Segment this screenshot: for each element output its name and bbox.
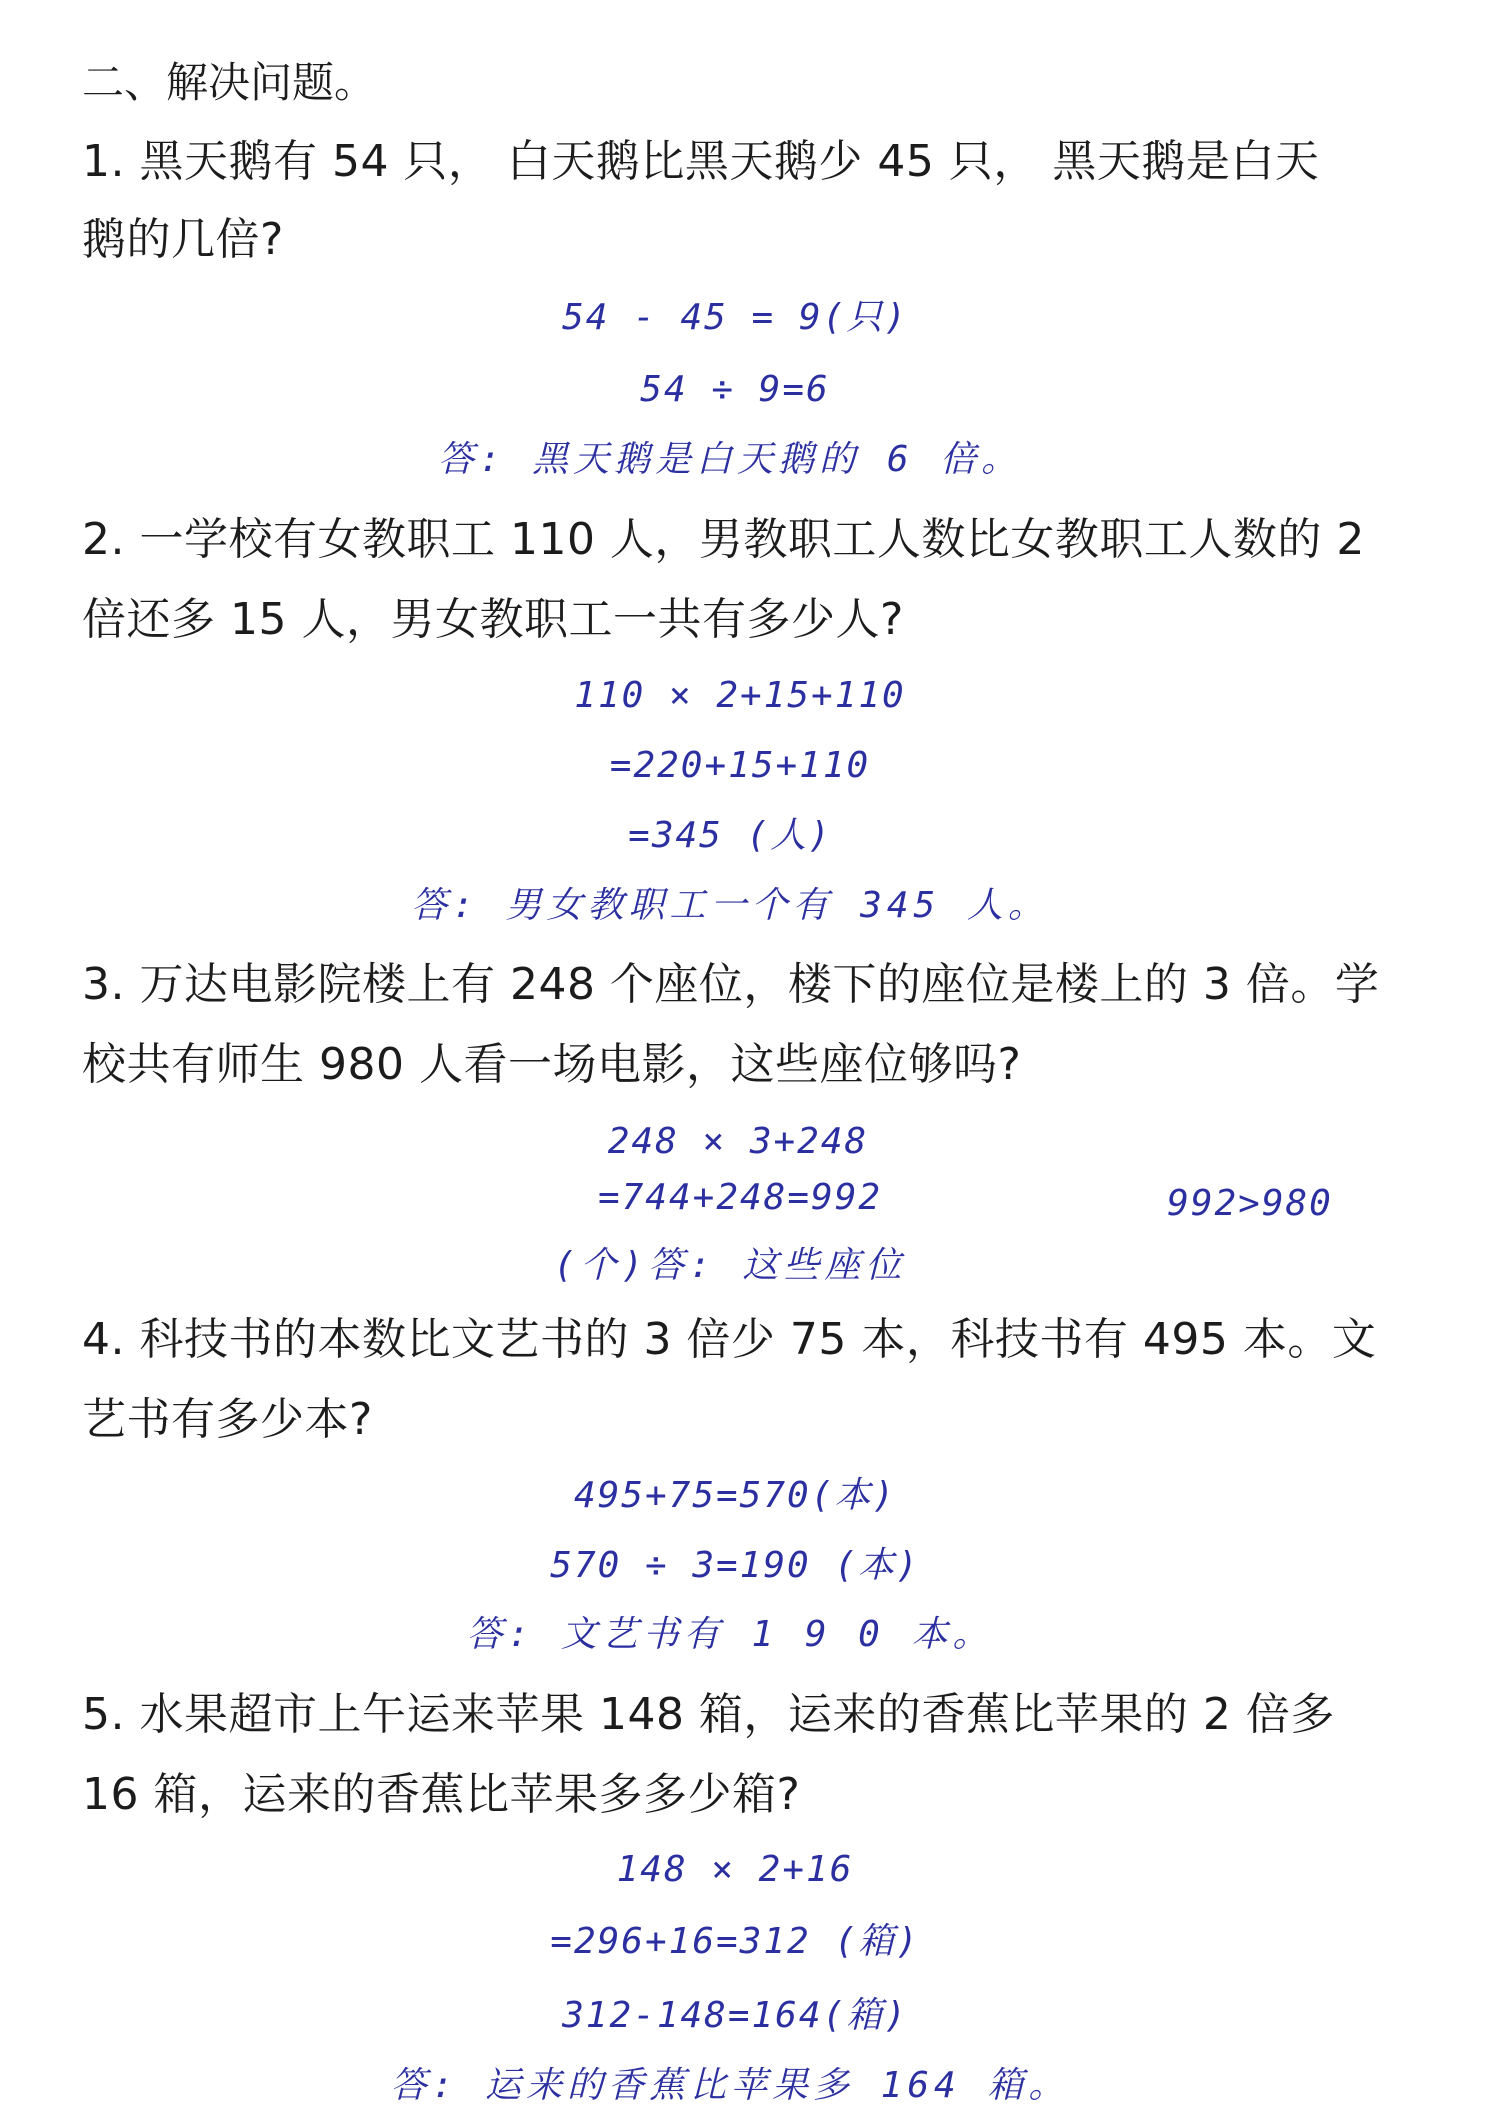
problem-4-work-line-1: 495+75=570(本) — [573, 1475, 897, 1516]
problem-1-answer: 答: 黑天鹅是白天鹅的 6 倍。 — [437, 439, 1023, 480]
problem-2-work-line-2: =220+15+110 — [609, 745, 871, 786]
problem-1-work-line-1: 54 - 45 = 9(只) — [562, 297, 908, 338]
problem-5-answer: 答: 运来的香蕉比苹果多 164 箱。 — [390, 2065, 1070, 2106]
problem-2-work-line-1: 110 × 2+15+110 — [574, 675, 906, 716]
problem-3-answer: (个)答: 这些座位 — [553, 1245, 907, 1286]
problem-4-work-line-2: 570 ÷ 3=190 (本) — [550, 1545, 920, 1586]
problem-4-question-line-1: 4. 科技书的本数比文艺书的 3 倍少 75 本，科技书有 495 本。文 — [82, 1314, 1377, 1365]
problem-1-question-line-1: 1. 黑天鹅有 54 只， 白天鹅比黑天鹅少 45 只， 黑天鹅是白天 — [82, 136, 1320, 187]
problem-2-question-line-1: 2. 一学校有女教职工 110 人，男教职工人数比女教职工人数的 2 — [82, 514, 1365, 565]
problem-2-question-line-2: 倍还多 15 人，男女教职工一共有多少人? — [82, 594, 904, 645]
problem-3-side-note: 992>980 — [1167, 1183, 1333, 1224]
problem-3-question-line-1: 3. 万达电影院楼上有 248 个座位，楼下的座位是楼上的 3 倍。学 — [82, 959, 1380, 1010]
problem-2-answer: 答: 男女教职工一个有 345 人。 — [411, 885, 1049, 926]
problem-4-answer: 答: 文艺书有 1 9 0 本。 — [466, 1614, 994, 1655]
problem-5-question-line-2: 16 箱，运来的香蕉比苹果多多少箱? — [82, 1769, 801, 1820]
problem-3-question-line-2: 校共有师生 980 人看一场电影，这些座位够吗? — [82, 1039, 1022, 1090]
problem-4-question-line-2: 艺书有多少本? — [82, 1394, 373, 1445]
problem-1-question-line-2: 鹅的几倍? — [82, 214, 284, 265]
section-heading: 二、解决问题。 — [82, 58, 377, 107]
problem-5-work-line-2: =296+16=312 (箱) — [550, 1921, 920, 1962]
problem-1-work-line-2: 54 ÷ 9=6 — [640, 369, 830, 410]
problem-5-question-line-1: 5. 水果超市上午运来苹果 148 箱，运来的香蕉比苹果的 2 倍多 — [82, 1689, 1335, 1740]
problem-3-work-line-1: 248 × 3+248 — [607, 1121, 869, 1162]
problem-5-work-line-1: 148 × 2+16 — [616, 1849, 854, 1890]
problem-3-work-line-2: =744+248=992 — [597, 1177, 883, 1218]
problem-2-work-line-3: =345 (人) — [628, 815, 832, 856]
problem-5-work-line-3: 312-148=164(箱) — [562, 1995, 908, 2036]
